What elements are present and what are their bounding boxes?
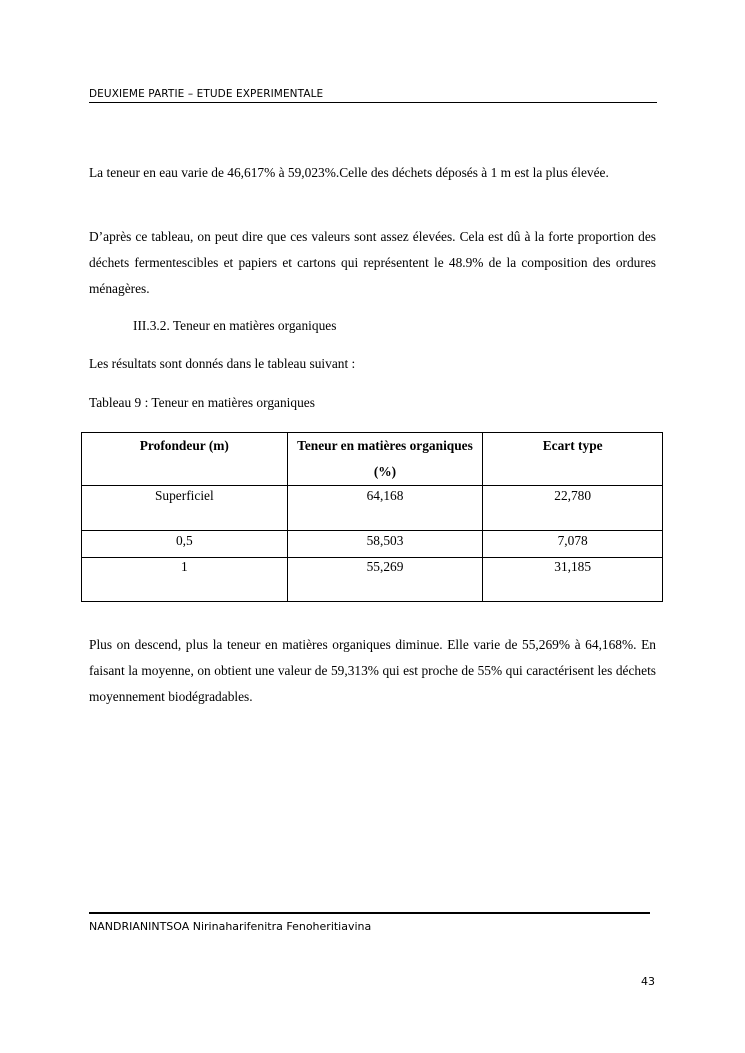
header-std-dev: Ecart type — [483, 433, 663, 486]
cell-depth: 0,5 — [82, 531, 288, 558]
cell-depth: Superficiel — [82, 486, 288, 531]
page-number: 43 — [641, 975, 655, 988]
footer-divider — [89, 912, 650, 914]
paragraph-water-content: La teneur en eau varie de 46,617% à 59,023%.Celle des déchets déposés à 1 m est la plus élevée. — [89, 165, 609, 180]
page-header: DEUXIEME PARTIE – ETUDE EXPERIMENTALE — [89, 88, 657, 103]
table-caption: Tableau 9 : Teneur en matières organiques — [89, 395, 315, 410]
cell-organic-content: 55,269 — [287, 558, 483, 602]
cell-std-dev: 22,780 — [483, 486, 663, 531]
footer-author: NANDRIANINTSOA Nirinaharifenitra Fenoheritiavina — [89, 920, 372, 933]
cell-organic-content: 64,168 — [287, 486, 483, 531]
table-intro: Les résultats sont donnés dans le tableau suivant : — [89, 356, 356, 371]
paragraph-conclusion: Plus on descend, plus la teneur en matières organiques diminue. Elle varie de 55,269% à 64,168%. En faisant la moyenne, on obtient une valeur de 59,313% qui est proche de 55% qui caractérisent les déchets moyennement biodégradables. — [89, 637, 656, 704]
cell-depth: 1 — [82, 558, 288, 602]
paragraph-interpretation: D’après ce tableau, on peut dire que ces valeurs sont assez élevées. Cela est dû à la forte proportion des déchets fermentescibles et papiers et cartons qui représentent le 48.9% de la composition des ordures ménagères. — [89, 229, 656, 296]
cell-organic-content: 58,503 — [287, 531, 483, 558]
cell-std-dev: 31,185 — [483, 558, 663, 602]
table-row — [82, 558, 663, 602]
table-row — [82, 486, 663, 531]
cell-std-dev: 7,078 — [483, 531, 663, 558]
table-header-row — [82, 433, 663, 486]
table-row — [82, 531, 663, 558]
header-organic-content: Teneur en matières organiques (%) — [287, 433, 483, 486]
section-heading: III.3.2. Teneur en matières organiques — [133, 318, 337, 333]
header-depth: Profondeur (m) — [82, 433, 288, 486]
organic-matter-table — [81, 432, 663, 602]
